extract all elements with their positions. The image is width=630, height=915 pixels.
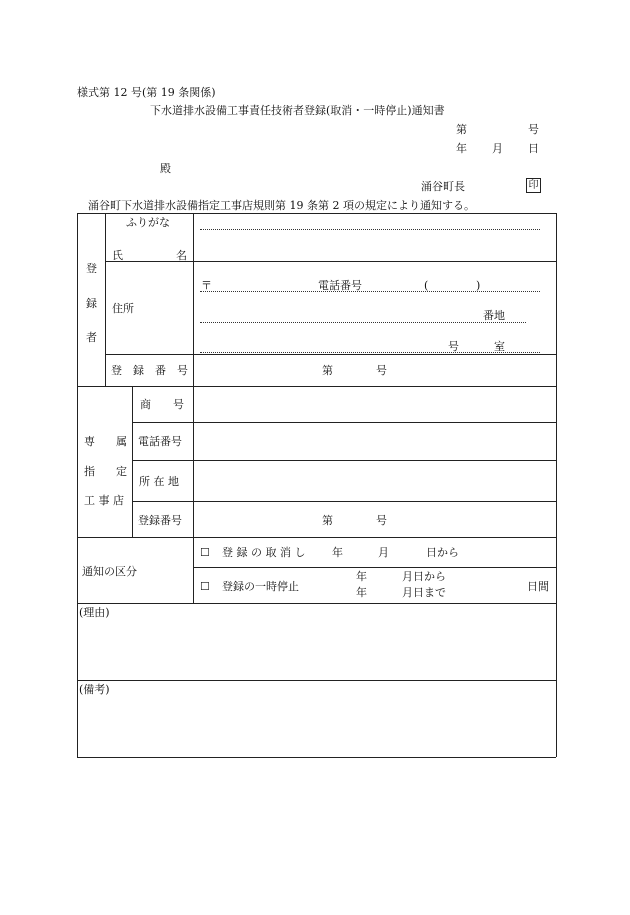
- contractor-label-2a: 指: [84, 465, 95, 478]
- contractor-label-divider: [193, 386, 194, 537]
- suspend-until: 月日まで: [402, 586, 446, 599]
- contractor-col-divider: [132, 386, 133, 537]
- trade-row-bottom: [132, 422, 556, 423]
- table-left-border: [77, 213, 78, 757]
- registrant-reg-number-suffix: 号: [376, 364, 387, 377]
- issuer-name: 涌谷町長: [421, 180, 465, 193]
- cancel-row-bottom: [193, 567, 556, 568]
- go-label: 号: [448, 340, 459, 353]
- suspend-year-1: 年: [356, 570, 367, 583]
- location-row-bottom: [132, 501, 556, 502]
- phone-paren-open: (: [424, 279, 429, 292]
- address-line-2: [200, 322, 526, 323]
- reason-section-bottom: [77, 680, 556, 681]
- contractor-label-2b: 定: [116, 465, 127, 478]
- suspend-days: 日間: [527, 580, 549, 593]
- contractor-phone-label: 電話番号: [138, 435, 182, 448]
- contractor-label-1b: 属: [116, 435, 127, 448]
- postal-mark: 〒: [201, 279, 212, 292]
- contractor-label-1a: 専: [84, 435, 95, 448]
- registrant-label-divider: [193, 213, 194, 386]
- form-number: 様式第 12 号(第 19 条関係): [77, 86, 216, 99]
- registrant-col-divider: [105, 213, 106, 386]
- banchi-label: 番地: [483, 309, 505, 322]
- contractor-reg-number-label: 登録番号: [138, 514, 182, 527]
- name-label-left: 氏: [112, 249, 123, 262]
- suspend-label: 登録の一時停止: [222, 580, 299, 593]
- name-label-right: 名: [176, 249, 187, 262]
- location-label: 所 在 地: [139, 475, 179, 488]
- suspend-year-2: 年: [356, 586, 367, 599]
- name-row-bottom: [105, 261, 556, 262]
- phone-row-bottom: [132, 460, 556, 461]
- registrant-label-1: 登: [86, 262, 97, 275]
- trade-name-label: 商 号: [140, 398, 184, 411]
- date-month: 月: [492, 142, 503, 155]
- suspend-from: 月日から: [402, 570, 446, 583]
- shitsu-label: 室: [494, 340, 505, 353]
- date-year: 年: [456, 142, 467, 155]
- addressee-suffix: 殿: [160, 162, 171, 175]
- seal-icon: 印: [526, 178, 541, 193]
- contractor-label-3: 工 事 店: [84, 494, 124, 507]
- phone-paren-close: ): [476, 279, 481, 292]
- contractor-reg-number-suffix: 号: [376, 514, 387, 527]
- table-top-border: [77, 213, 556, 214]
- contractor-section-bottom: [77, 537, 556, 538]
- table-right-border: [556, 213, 557, 757]
- phone-label: 電話番号: [318, 279, 362, 292]
- cancel-month: 月: [378, 546, 389, 559]
- furigana-label: ふりがな: [126, 216, 170, 229]
- notice-label: 通知の区分: [82, 565, 137, 578]
- contractor-reg-number-prefix: 第: [322, 514, 333, 527]
- notice-label-divider: [193, 537, 194, 603]
- remarks-label: (備考): [79, 683, 110, 696]
- address-line-3: [200, 352, 540, 353]
- address-label: 住所: [112, 302, 134, 315]
- statement: 涌谷町下水道排水設備指定工事店規則第 19 条第 2 項の規定により通知する。: [88, 199, 475, 212]
- date-day: 日: [528, 142, 539, 155]
- cancel-checkbox[interactable]: ☐: [200, 546, 210, 559]
- registrant-label-2: 録: [86, 297, 97, 310]
- name-dotted-line: [200, 229, 540, 230]
- cancel-label: 登 録 の 取 消 し: [222, 546, 306, 559]
- notice-section-bottom: [77, 603, 556, 604]
- reason-label: (理由): [79, 606, 110, 619]
- document-title: 下水道排水設備工事責任技術者登録(取消・一時停止)通知書: [150, 104, 445, 117]
- registrant-section-bottom: [77, 386, 556, 387]
- doc-number-suffix: 号: [528, 123, 539, 136]
- address-row-bottom: [105, 354, 556, 355]
- registrant-reg-number-prefix: 第: [322, 364, 333, 377]
- address-line-1: [200, 291, 540, 292]
- registrant-reg-number-label: 登 録 番 号: [111, 364, 188, 377]
- suspend-checkbox[interactable]: ☐: [200, 580, 210, 593]
- doc-number-prefix: 第: [456, 123, 467, 136]
- cancel-year: 年: [332, 546, 343, 559]
- registrant-label-3: 者: [86, 331, 97, 344]
- table-bottom-border: [77, 757, 556, 758]
- cancel-from: 日から: [426, 546, 459, 559]
